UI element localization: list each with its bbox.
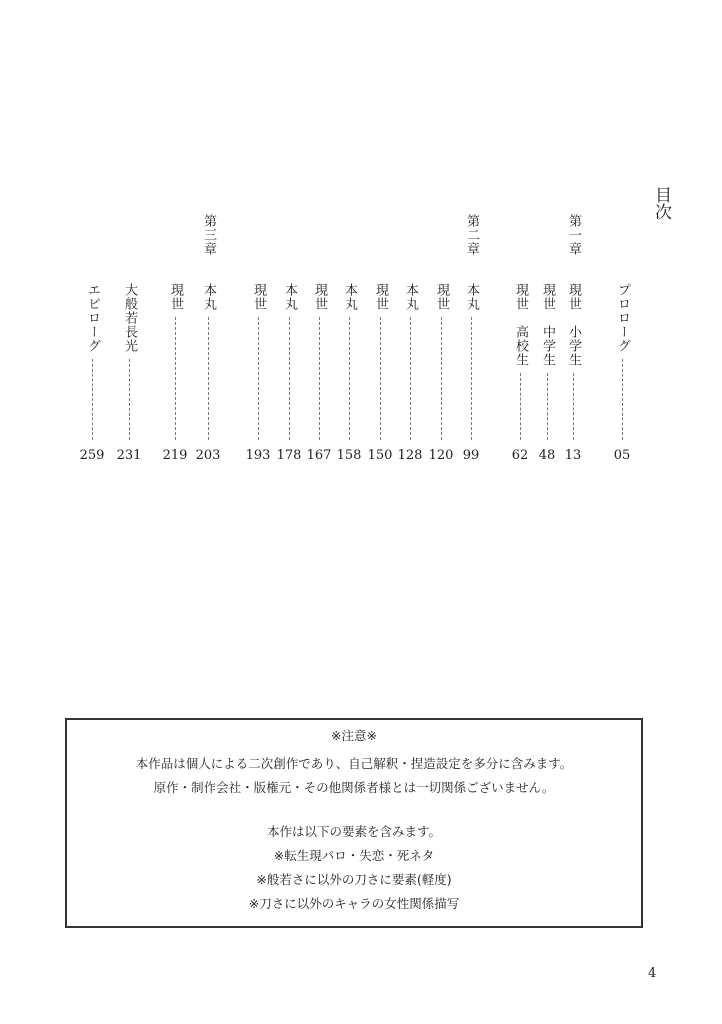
notice-heading: ※注意※	[331, 728, 377, 743]
toc-entry-page: 203	[195, 448, 221, 463]
toc-entry-title[interactable]: 現世 中学生	[540, 283, 555, 367]
toc-entry-page: 158	[336, 448, 362, 463]
dotted-leader	[349, 317, 350, 440]
toc-entry-page: 120	[428, 448, 454, 463]
page-number: 4	[648, 966, 657, 981]
notice-line: ※転生現パロ・失恋・死ネタ	[273, 848, 435, 863]
toc-entry-title[interactable]: 現世 小学生	[566, 283, 581, 367]
dotted-leader	[380, 317, 381, 440]
notice-line: 原作・制作会社・版権元・その他関係者様とは一切関係ございません。	[153, 780, 555, 795]
toc-entry-page: 167	[306, 448, 332, 463]
toc-entry-page: 219	[162, 448, 188, 463]
toc-entry-title[interactable]: 本丸	[342, 283, 357, 311]
toc-entry-page: 178	[276, 448, 302, 463]
toc-entry-title[interactable]: 現世 高校生	[513, 283, 528, 367]
toc-entry-page: 13	[564, 448, 582, 463]
toc-entry-title[interactable]: 大般若長光	[122, 283, 137, 353]
toc-entry-title[interactable]: エピローグ	[85, 283, 100, 353]
toc-entry-title[interactable]: 現世	[251, 283, 266, 311]
toc-entry-title[interactable]: 本丸	[464, 283, 479, 311]
dotted-leader	[410, 317, 411, 440]
chapter-2-label: 第二章	[464, 214, 479, 256]
dotted-leader	[258, 317, 259, 440]
toc-entry-page: 62	[511, 448, 529, 463]
toc-entry-title[interactable]: プロローグ	[615, 283, 630, 353]
notice-box	[65, 718, 643, 928]
dotted-leader	[547, 373, 548, 440]
dotted-leader	[208, 317, 209, 440]
dotted-leader	[92, 359, 93, 440]
dotted-leader	[129, 359, 130, 440]
dotted-leader	[175, 317, 176, 440]
toc-entry-page: 99	[462, 448, 480, 463]
toc-title: 目次	[651, 186, 671, 220]
toc-entry-title[interactable]: 本丸	[201, 283, 216, 311]
toc-entry-page: 128	[397, 448, 423, 463]
toc-entry-title[interactable]: 本丸	[282, 283, 297, 311]
toc-entry-page: 05	[613, 448, 631, 463]
dotted-leader	[520, 373, 521, 440]
toc-entry-title[interactable]: 現世	[168, 283, 183, 311]
notice-line: 本作は以下の要素を含みます。	[266, 824, 441, 839]
toc-entry-title[interactable]: 現世	[434, 283, 449, 311]
toc-entry-page: 150	[367, 448, 393, 463]
toc-entry-page: 48	[538, 448, 556, 463]
dotted-leader	[471, 317, 472, 440]
notice-line: 本作品は個人による二次創作であり、自己解釈・捏造設定を多分に含みます。	[135, 756, 573, 771]
notice-line: ※般若さに以外の刀さに要素(軽度)	[256, 872, 452, 887]
notice-line: ※刀さに以外のキャラの女性関係描写	[248, 896, 460, 911]
dotted-leader	[573, 373, 574, 440]
toc-entry-title[interactable]: 本丸	[403, 283, 418, 311]
toc-entry-title[interactable]: 現世	[373, 283, 388, 311]
toc-entry-page: 193	[245, 448, 271, 463]
dotted-leader	[622, 359, 623, 440]
toc-entry-page: 259	[79, 448, 105, 463]
dotted-leader	[441, 317, 442, 440]
chapter-3-label: 第三章	[201, 214, 216, 256]
toc-entry-page: 231	[116, 448, 142, 463]
chapter-1-label: 第一章	[566, 214, 581, 256]
toc-entry-title[interactable]: 現世	[312, 283, 327, 311]
dotted-leader	[319, 317, 320, 440]
dotted-leader	[289, 317, 290, 440]
